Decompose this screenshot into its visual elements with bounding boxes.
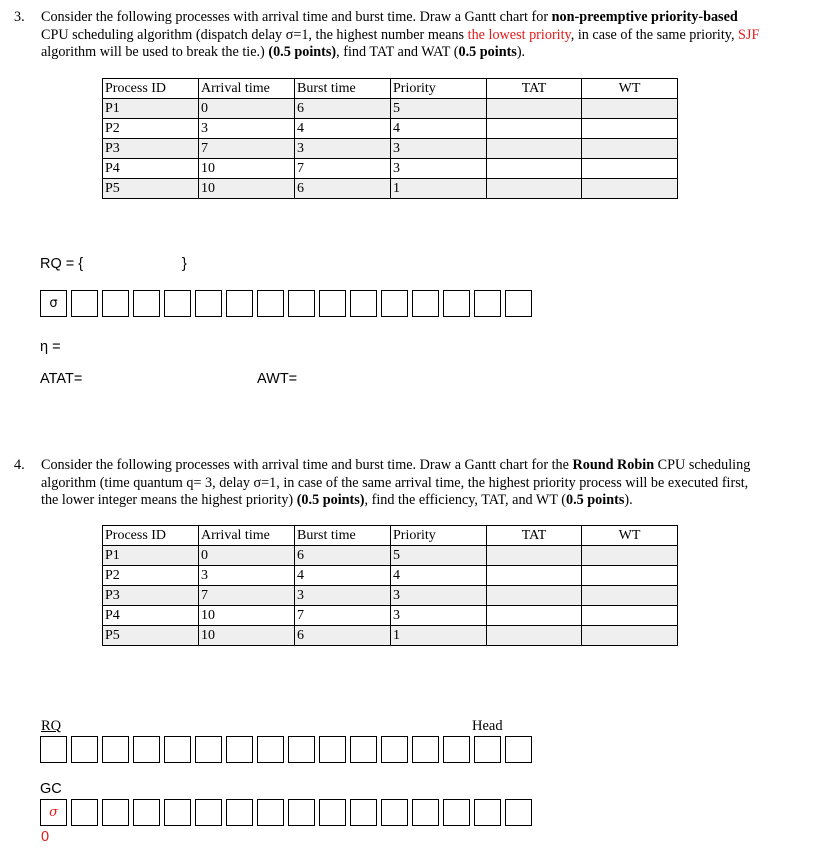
q4-rq-cell[interactable] [40, 736, 67, 763]
q3-line1-bold: non-preemptive priority-based [551, 9, 738, 25]
q4-gc-cell[interactable] [381, 799, 408, 826]
q3-gantt-cell[interactable] [71, 290, 98, 317]
q4-gc-cell[interactable] [102, 799, 129, 826]
q4-line1 [41, 457, 801, 475]
q4-line3-c: , find the efficiency, TAT, and WT ( [364, 492, 566, 508]
cell-tat[interactable] [487, 119, 582, 139]
q3-th-burst: Burst time [295, 79, 391, 99]
q3-th-wt: WT [582, 79, 678, 99]
cell-tat[interactable] [487, 566, 582, 586]
q4-rq-cell[interactable] [412, 736, 439, 763]
q4-table-header [103, 526, 678, 546]
q4-number: 4. [14, 457, 25, 473]
q3-gantt-cell[interactable] [195, 290, 222, 317]
q3-line2-red1: the lowest priority [467, 26, 571, 43]
q4-gc-cell[interactable] [71, 799, 98, 826]
q4-th-arrival: Arrival time [199, 526, 295, 546]
cell-wt[interactable] [582, 159, 678, 179]
cell: 7 [295, 606, 391, 626]
q4-gc-cell[interactable] [40, 799, 67, 826]
cell: P4 [103, 606, 199, 626]
cell: 7 [199, 586, 295, 606]
cell-wt[interactable] [582, 119, 678, 139]
q4-rq-cell[interactable] [288, 736, 315, 763]
q3-th-arrival: Arrival time [199, 79, 295, 99]
q4-gc-cell[interactable] [412, 799, 439, 826]
q3-line2-red2: SJF [738, 26, 760, 43]
q3-gantt-cell[interactable] [288, 290, 315, 317]
sigma-symbol: σ [49, 296, 58, 311]
q3-th-tat: TAT [487, 79, 582, 99]
table-row [103, 159, 678, 179]
cell-wt[interactable] [582, 546, 678, 566]
table-row [103, 626, 678, 646]
q3-line1 [41, 9, 801, 27]
cell: 3 [391, 139, 487, 159]
cell: P5 [103, 626, 199, 646]
cell: 5 [391, 99, 487, 119]
table-row [103, 546, 678, 566]
q4-rq-cell[interactable] [71, 736, 98, 763]
q3-gantt-cell[interactable] [102, 290, 129, 317]
q4-line3-bold2: 0.5 points [566, 492, 625, 508]
q3-atat: ATAT= [40, 371, 83, 387]
cell-wt[interactable] [582, 606, 678, 626]
cell: 3 [391, 586, 487, 606]
cell-tat[interactable] [487, 606, 582, 626]
q3-awt: AWT= [257, 371, 298, 387]
q4-text [41, 457, 801, 510]
q3-gantt-cell[interactable] [412, 290, 439, 317]
q3-gantt-cell[interactable] [350, 290, 377, 317]
q4-th-tat: TAT [487, 526, 582, 546]
cell-wt[interactable] [582, 139, 678, 159]
cell-tat[interactable] [487, 626, 582, 646]
cell: 6 [295, 626, 391, 646]
q3-gantt-cell[interactable] [133, 290, 160, 317]
q4-gc-cell[interactable] [226, 799, 253, 826]
cell: 4 [391, 119, 487, 139]
q4-rq-cell[interactable] [164, 736, 191, 763]
cell: 0 [199, 99, 295, 119]
cell: 5 [391, 546, 487, 566]
cell: 4 [295, 566, 391, 586]
cell: 10 [199, 626, 295, 646]
q3-line3 [41, 44, 801, 62]
q4-rq-cell[interactable] [443, 736, 470, 763]
table-row [103, 179, 678, 199]
cell: 6 [295, 99, 391, 119]
q3-gantt-cell[interactable] [257, 290, 284, 317]
q3-gantt-cell[interactable] [40, 290, 67, 317]
q3-rq-close: } [182, 256, 187, 272]
q3-line3-bold2: 0.5 points [458, 44, 517, 60]
q4-rq-label: RQ [41, 718, 62, 734]
q3-line3-a: algorithm will be used to break the tie.) [41, 44, 269, 60]
cell-tat[interactable] [487, 586, 582, 606]
q4-rq-cell[interactable] [474, 736, 501, 763]
q4-gc-cell[interactable] [195, 799, 222, 826]
cell: 10 [199, 179, 295, 199]
cell: P4 [103, 159, 199, 179]
sigma-symbol: σ [49, 805, 58, 820]
q3-gantt-row [40, 290, 536, 317]
table-row [103, 139, 678, 159]
q3-line1-a: Consider the following processes with arrival time and burst time. Draw a Gantt chart for [41, 9, 552, 25]
q3-th-process-id: Process ID [103, 79, 199, 99]
q3-gantt-cell[interactable] [505, 290, 532, 317]
cell-tat[interactable] [487, 159, 582, 179]
q4-gc-cell[interactable] [443, 799, 470, 826]
q4-rq-cell[interactable] [226, 736, 253, 763]
cell-wt[interactable] [582, 99, 678, 119]
q4-th-wt: WT [582, 526, 678, 546]
q3-line2-b: , in case of the same priority, [570, 26, 739, 43]
cell: 0 [199, 546, 295, 566]
cell-wt[interactable] [582, 586, 678, 606]
cell: P3 [103, 586, 199, 606]
q3-rq-label: RQ = { [40, 256, 84, 272]
cell: 3 [391, 606, 487, 626]
q3-gantt-cell[interactable] [164, 290, 191, 317]
table-row [103, 606, 678, 626]
q4-line3 [41, 492, 801, 510]
q4-rq-cell[interactable] [350, 736, 377, 763]
q4-gc-cell[interactable] [505, 799, 532, 826]
cell: P1 [103, 546, 199, 566]
cell: 4 [391, 566, 487, 586]
q3-number: 3. [14, 9, 25, 25]
cell: 10 [199, 606, 295, 626]
cell-wt[interactable] [582, 179, 678, 199]
cell: 7 [295, 159, 391, 179]
q3-table-header [103, 79, 678, 99]
q3-line2-a: CPU scheduling algorithm (dispatch delay σ=1, the highest number means [41, 26, 468, 43]
table-row [103, 119, 678, 139]
cell: P2 [103, 566, 199, 586]
q4-line2: algorithm (time quantum q= 3, delay σ=1, in case of the same arrival time, the highest priority process will be executed first, [41, 474, 749, 491]
q3-line3-e: ). [516, 44, 526, 60]
q3-gantt-cell[interactable] [474, 290, 501, 317]
cell: 3 [295, 586, 391, 606]
q4-rq-cell[interactable] [102, 736, 129, 763]
q4-gc-row [40, 799, 536, 826]
q3-line2 [41, 27, 801, 45]
q3-eta: η = [40, 339, 61, 355]
cell-wt[interactable] [582, 626, 678, 646]
q3-line3-bold1: (0.5 points) [268, 44, 337, 60]
q4-th-priority: Priority [391, 526, 487, 546]
q4-head-label: Head [472, 718, 503, 734]
q4-rq-cell[interactable] [381, 736, 408, 763]
q4-line3-a: the lower integer means the highest priority) [41, 492, 297, 508]
cell: 3 [295, 139, 391, 159]
q3-line3-c: , find TAT and WAT ( [336, 44, 459, 60]
q4-gc-cell[interactable] [257, 799, 284, 826]
cell: P2 [103, 119, 199, 139]
cell-tat[interactable] [487, 139, 582, 159]
q4-rq-cell[interactable] [195, 736, 222, 763]
q4-rq-cell[interactable] [505, 736, 532, 763]
q3-text [41, 9, 801, 62]
cell: 3 [391, 159, 487, 179]
q3-th-priority: Priority [391, 79, 487, 99]
q4-process-table [102, 525, 678, 646]
cell: 1 [391, 179, 487, 199]
q4-rq-cell[interactable] [257, 736, 284, 763]
cell-tat[interactable] [487, 546, 582, 566]
table-row [103, 566, 678, 586]
q3-gantt-cell[interactable] [381, 290, 408, 317]
q4-gc-cell[interactable] [164, 799, 191, 826]
q4-line1-a: Consider the following processes with arrival time and burst time. Draw a Gantt chart for the [41, 457, 573, 473]
q4-rq-row [40, 736, 536, 763]
table-row [103, 99, 678, 119]
cell-tat[interactable] [487, 179, 582, 199]
q3-gantt-cell[interactable] [443, 290, 470, 317]
q4-rq-cell[interactable] [319, 736, 346, 763]
q4-th-burst: Burst time [295, 526, 391, 546]
cell: 10 [199, 159, 295, 179]
q4-gc-cell[interactable] [319, 799, 346, 826]
q4-gc-zero: 0 [41, 829, 50, 845]
cell: 3 [199, 566, 295, 586]
q4-gc-cell[interactable] [350, 799, 377, 826]
cell: 6 [295, 546, 391, 566]
table-row [103, 586, 678, 606]
cell: P5 [103, 179, 199, 199]
q3-process-table [102, 78, 678, 199]
q4-gc-cell[interactable] [288, 799, 315, 826]
cell-tat[interactable] [487, 99, 582, 119]
cell: 3 [199, 119, 295, 139]
q3-gantt-cell[interactable] [319, 290, 346, 317]
cell: P3 [103, 139, 199, 159]
cell: 7 [199, 139, 295, 159]
q4-gc-label: GC [40, 781, 62, 797]
q4-th-process-id: Process ID [103, 526, 199, 546]
q4-line1-c: CPU scheduling [654, 457, 751, 473]
q4-line3-bold1: (0.5 points) [296, 492, 365, 508]
cell: P1 [103, 99, 199, 119]
q4-gc-cell[interactable] [133, 799, 160, 826]
q4-rq-cell[interactable] [133, 736, 160, 763]
q4-line1-bold: Round Robin [572, 457, 655, 473]
cell: 4 [295, 119, 391, 139]
cell: 6 [295, 179, 391, 199]
q4-line3-e: ). [624, 492, 633, 508]
cell-wt[interactable] [582, 566, 678, 586]
q3-gantt-cell[interactable] [226, 290, 253, 317]
cell: 1 [391, 626, 487, 646]
q4-gc-cell[interactable] [474, 799, 501, 826]
